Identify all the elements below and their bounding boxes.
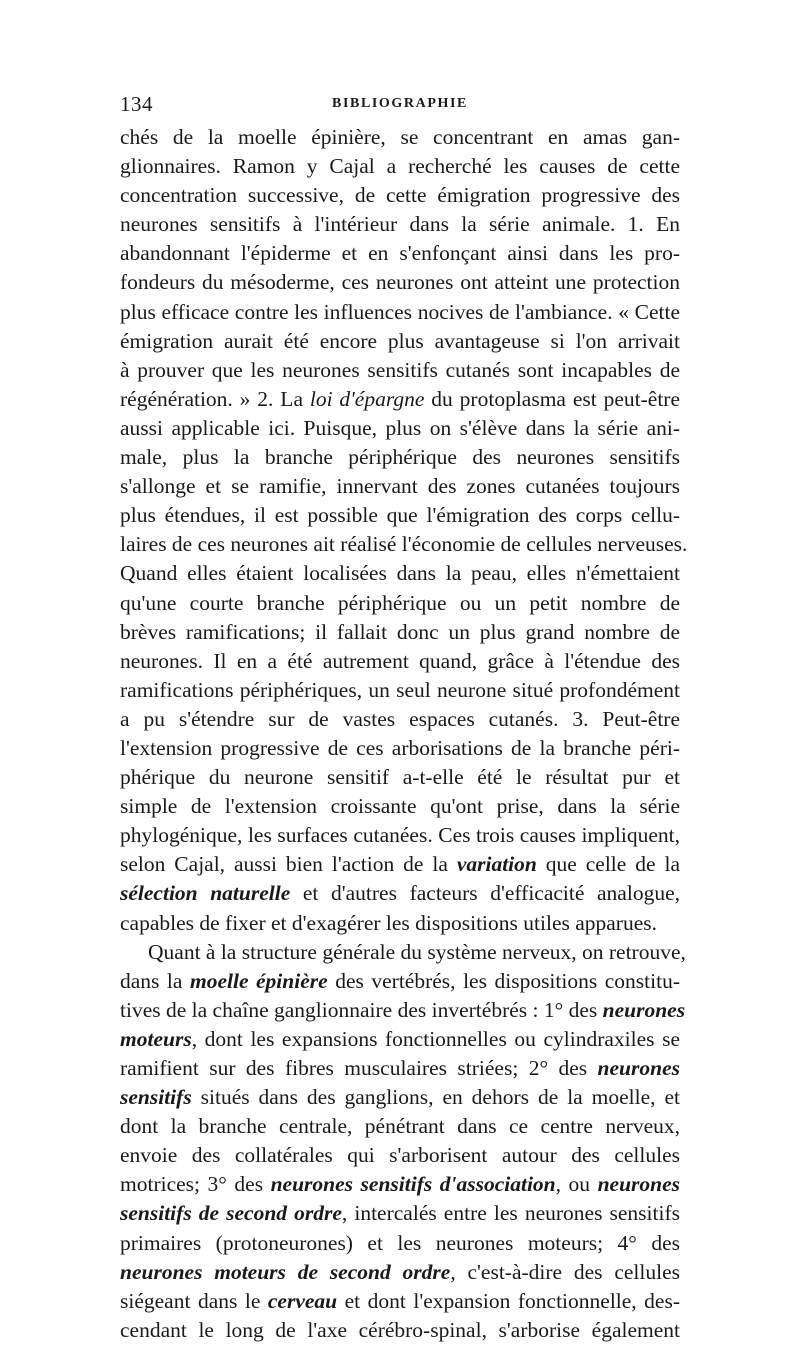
text-line xyxy=(120,647,680,676)
text-segment: , dont les expansions fonctionnelles ou cylindraxiles se xyxy=(191,1026,680,1051)
text-line xyxy=(120,1287,680,1316)
text-segment: envoie des collatérales qui s'arborisent autour des cellules xyxy=(120,1143,680,1168)
text-segment: , intercalés entre les neurones sensitifs xyxy=(341,1201,680,1226)
text-segment: fondeurs du mésoderme, ces neurones ont atteint une protection xyxy=(120,270,680,295)
text-segment: neurones. Il en a été autrement quand, grâce à l'étendue des xyxy=(120,648,680,673)
text-line xyxy=(120,414,680,443)
text-line xyxy=(120,443,680,472)
emphasis-text: neurones sensitifs d'association xyxy=(270,1172,556,1197)
text-line xyxy=(120,879,680,908)
text-segment: aussi applicable ici. Puisque, plus on s'élève dans la série ani- xyxy=(120,415,680,440)
text-segment: chés de la moelle épinière, se concentrant en amas gan- xyxy=(120,125,680,149)
text-segment: cendant le long de l'axe cérébro-spinal, s'arborise également xyxy=(120,1317,680,1342)
emphasis-text: sensitifs xyxy=(120,1085,192,1110)
emphasis-text: cerveau xyxy=(267,1288,338,1313)
text-segment: Quand elles étaient localisées dans la peau, elles n'émettaient xyxy=(120,561,680,586)
text-line xyxy=(120,676,680,705)
page-header xyxy=(120,92,680,120)
emphasis-text: neurones xyxy=(602,997,686,1022)
emphasis-text: moteurs xyxy=(120,1026,192,1051)
text-line xyxy=(120,792,680,821)
text-line xyxy=(120,1170,680,1199)
text-line xyxy=(120,1083,680,1112)
text-segment: dont la branche centrale, pénétrant dans ce centre nerveux, xyxy=(120,1114,680,1139)
text-segment: , ou xyxy=(555,1172,598,1197)
page-number: 134 xyxy=(120,92,153,116)
text-segment: tives de la chaîne ganglionnaire des invertébrés : 1° des xyxy=(120,997,603,1022)
text-line xyxy=(120,385,680,414)
text-line xyxy=(120,1141,680,1170)
text-line xyxy=(120,1258,680,1287)
text-line xyxy=(120,530,688,559)
text-segment: émigration aurait été encore plus avantageuse si l'on arrivait xyxy=(120,328,680,353)
text-segment: capables de fixer et d'exagérer les dispositions utiles apparues. xyxy=(120,910,658,935)
text-segment: à prouver que les neurones sensitifs cutanés sont incapables de xyxy=(120,357,680,382)
text-segment: concentration successive, de cette émigration progressive des xyxy=(120,183,680,208)
text-line xyxy=(120,472,680,501)
emphasis-text: sensitifs de second ordre xyxy=(120,1201,342,1226)
text-line xyxy=(120,239,680,268)
text-line xyxy=(120,1229,680,1258)
text-segment: glionnaires. Ramon y Cajal a recherché les causes de cette xyxy=(120,154,680,179)
emphasis-text: sélection naturelle xyxy=(120,881,291,906)
running-title: BIBLIOGRAPHIE xyxy=(332,96,468,111)
text-line xyxy=(120,938,686,967)
text-line xyxy=(120,589,680,618)
text-segment: selon Cajal, aussi bien l'action de la xyxy=(120,852,457,877)
text-segment: dans la xyxy=(120,968,190,993)
text-line xyxy=(120,356,680,385)
text-line xyxy=(120,1316,680,1345)
text-segment: Quant à la structure générale du système nerveux, on retrouve, xyxy=(148,939,686,964)
text-segment: neurones sensitifs à l'intérieur dans la série animale. 1. En xyxy=(120,212,680,237)
text-line xyxy=(120,618,680,647)
text-line xyxy=(120,327,680,356)
text-line xyxy=(120,705,680,734)
text-segment: ramifications périphériques, un seul neurone situé profondément xyxy=(120,677,680,702)
text-line xyxy=(120,1199,680,1228)
emphasis-text: neurones xyxy=(597,1172,681,1197)
text-segment: l'extension progressive de ces arborisations de la branche péri- xyxy=(120,735,680,760)
text-segment: a pu s'étendre sur de vastes espaces cutanés. 3. Peut-être xyxy=(120,706,680,731)
text-segment: motrices; 3° des xyxy=(120,1172,271,1197)
text-segment: phylogénique, les surfaces cutanées. Ces trois causes impliquent, xyxy=(120,823,680,848)
text-segment: , c'est-à-dire des cellules xyxy=(450,1259,680,1284)
text-line xyxy=(120,501,680,530)
text-line xyxy=(120,1112,680,1141)
text-segment: plus étendues, il est possible que l'émigration des corps cellu- xyxy=(120,503,680,528)
text-segment: siégeant dans le xyxy=(120,1288,268,1313)
text-segment: et dont l'expansion fonctionnelle, des- xyxy=(337,1288,681,1313)
text-line xyxy=(120,123,680,152)
text-segment: situés dans des ganglions, en dehors de la moelle, et xyxy=(191,1085,680,1110)
emphasis-text: neurones xyxy=(597,1056,680,1080)
text-line xyxy=(120,996,686,1025)
text-segment: simple de l'extension croissante qu'ont prise, dans la série xyxy=(120,794,680,819)
text-line xyxy=(120,1025,680,1054)
text-line xyxy=(120,850,680,879)
emphasis-text: variation xyxy=(456,852,537,877)
text-segment: régénération. » 2. La xyxy=(120,386,310,411)
text-segment: ramifient sur des fibres musculaires striées; 2° des xyxy=(120,1056,598,1080)
text-line xyxy=(120,268,680,297)
emphasis-text: moelle épinière xyxy=(189,968,328,993)
text-segment: que celle de la xyxy=(536,852,680,877)
text-line xyxy=(120,734,680,763)
text-segment: phérique du neurone sensitif a-t-elle été le résultat pur et xyxy=(120,765,680,790)
text-segment: du protoplasma est peut-être xyxy=(424,386,680,411)
text-segment: male, plus la branche périphérique des neurones sensitifs xyxy=(120,445,680,470)
text-line xyxy=(120,181,680,210)
emphasis-text: loi d'épargne xyxy=(309,386,425,411)
text-line xyxy=(120,821,680,850)
text-line xyxy=(120,298,680,327)
text-segment: qu'une courte branche périphérique ou un petit nombre de xyxy=(120,590,680,615)
text-segment: des vertébrés, les dispositions constitu- xyxy=(327,968,680,993)
body-text xyxy=(120,123,688,1345)
text-line xyxy=(120,909,680,938)
text-line xyxy=(120,152,680,181)
text-line xyxy=(120,763,680,792)
text-segment: primaires (protoneurones) et les neurones moteurs; 4° des xyxy=(120,1230,680,1255)
text-segment: plus efficace contre les influences nocives de l'ambiance. « Cette xyxy=(120,299,680,324)
text-segment: laires de ces neurones ait réalisé l'économie de cellules nerveuses. xyxy=(120,532,688,557)
emphasis-text: neurones moteurs de second ordre xyxy=(120,1259,451,1284)
text-segment: et d'autres facteurs d'efficacité analogue, xyxy=(290,881,680,906)
text-line xyxy=(120,210,680,239)
text-segment: brèves ramifications; il fallait donc un plus grand nombre de xyxy=(120,619,680,644)
text-line xyxy=(120,559,680,588)
text-segment: s'allonge et se ramifie, innervant des zones cutanées toujours xyxy=(120,474,680,499)
text-segment: abandonnant l'épiderme et en s'enfonçant ainsi dans les pro- xyxy=(120,241,680,266)
text-line xyxy=(120,967,680,996)
text-line xyxy=(120,1054,680,1083)
